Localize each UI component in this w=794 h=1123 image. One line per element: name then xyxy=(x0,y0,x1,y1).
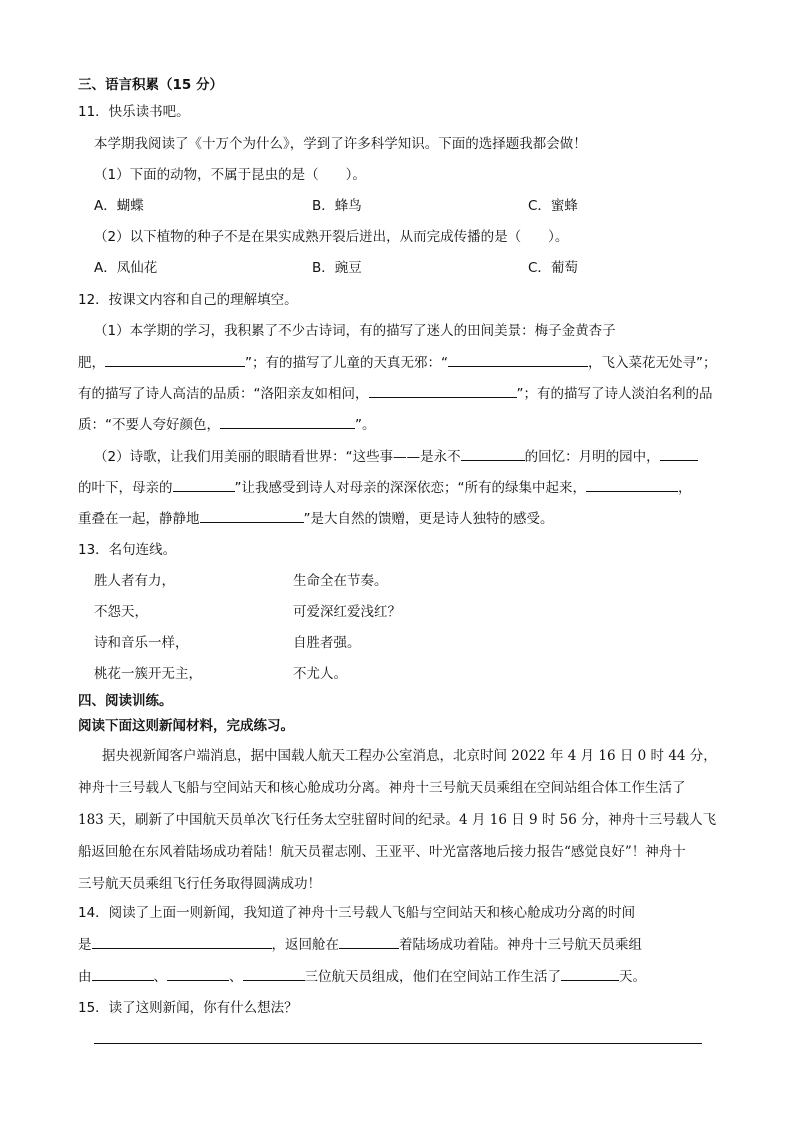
q13-left-2[interactable]: 不怨天， xyxy=(94,604,148,620)
question-13-stem: 13．名句连线。 xyxy=(78,542,177,558)
q14-l3-text-b: 、 xyxy=(153,969,167,985)
news-line-5: 三号航天员乘组飞行任务取得圆满成功！ xyxy=(78,876,321,892)
blank-3[interactable] xyxy=(369,383,517,398)
question-11-sub1: （1）下面的动物，不属于昆虫的是（ ）。 xyxy=(94,167,366,183)
question-11-intro: 本学期我阅读了《十万个为什么》，学到了许多科学知识。下面的选择题我都会做！ xyxy=(94,136,587,152)
question-11-sub2: （2）以下植物的种子不是在果实成熟开裂后迸出，从而完成传播的是（ ）。 xyxy=(94,229,569,245)
q12-p1-l3-text-b: ”；有的描写了诗人淡泊名利的品 xyxy=(516,386,713,402)
q12-p1-l4-text-a: 质：“不要人夸好颜色， xyxy=(78,417,220,433)
question-11-stem: 11．快乐读书吧。 xyxy=(78,104,190,120)
news-line-1: 据央视新闻客户端消息，据中国载人航天工程办公室消息，北京时间 2022 年 4 月 16 日 0 时 44 分， xyxy=(102,748,717,764)
q12-p1-l4-text-b: ”。 xyxy=(355,417,376,433)
q14-l3-text-e: 天。 xyxy=(619,969,646,985)
blank-q14-astronaut-1[interactable] xyxy=(92,966,154,981)
section-4-instruction: 阅读下面这则新闻材料，完成练习。 xyxy=(78,718,294,734)
q13-left-3[interactable]: 诗和音乐一样， xyxy=(94,635,189,651)
q11-sub2-option-b: B．豌豆 xyxy=(312,260,362,276)
q13-right-2[interactable]: 可爱深红爱浅红？ xyxy=(293,604,401,620)
blank-8[interactable] xyxy=(586,477,678,492)
news-line-2: 神舟十三号载人飞船与空间站天和核心舱成功分离。神舟十三号航天员乘组在空间站组合体工作生活了 xyxy=(78,780,686,796)
question-12-stem: 12．按课文内容和自己的理解填空。 xyxy=(78,292,298,308)
q14-l3-text-d: 三位航天员组成，他们在空间站工作生活了 xyxy=(304,969,561,985)
q12-p1-l3-text-a: 有的描写了诗人高洁的品质：“洛阳亲友如相问， xyxy=(78,386,369,402)
blank-q14-astronaut-3[interactable] xyxy=(243,966,305,981)
q11-sub2-option-c: C．葡萄 xyxy=(528,260,578,276)
q12-p1-l2-text-a: 肥， xyxy=(78,355,105,371)
q12-p2-l2-text-b: ”让我感受到诗人对母亲的深深依恋；“所有的绿集中起来， xyxy=(234,480,586,496)
q14-l2-text-b: ，返回舱在 xyxy=(271,937,339,953)
q15-answer-line[interactable] xyxy=(94,1043,702,1044)
q14-l2-text-a: 是 xyxy=(78,937,92,953)
q12-p2-line1 xyxy=(94,446,698,467)
q13-left-1[interactable]: 胜人者有力， xyxy=(94,573,175,589)
q12-p2-l1-text-a: （2）诗歌，让我们用美丽的眼睛看世界：“这些事——是永不 xyxy=(94,449,461,465)
q12-p1-line1: （1）本学期的学习，我积累了不少古诗词，有的描写了迷人的田间美景：梅子金黄杏子 xyxy=(94,323,616,339)
section-4-title: 四、阅读训练。 xyxy=(78,693,173,709)
q12-p1-l2-text-b: ”；有的描写了儿童的天真无邪：“ xyxy=(245,355,448,371)
blank-7[interactable] xyxy=(173,477,235,492)
section-3-title: 三、语言积累（15 分） xyxy=(78,77,223,93)
news-line-3: 183 天，刷新了中国航天员单次飞行任务太空驻留时间的纪录。4 月 16 日 9 时 56 分，神舟十三号载人飞 xyxy=(78,812,717,828)
q13-left-4[interactable]: 桃花一簇开无主， xyxy=(94,666,202,682)
q11-sub1-option-b: B．蜂鸟 xyxy=(312,198,362,214)
q12-p1-line2 xyxy=(78,352,717,373)
q12-p2-line3 xyxy=(78,508,554,529)
q11-sub1-option-c: C．蜜蜂 xyxy=(528,198,578,214)
blank-q14-astronaut-2[interactable] xyxy=(167,966,229,981)
q12-p2-l2-text-c: ， xyxy=(678,480,692,496)
q12-p2-l1-text-b: 的回忆：月明的园中， xyxy=(524,449,660,465)
q14-l3-text-c: 、 xyxy=(229,969,243,985)
q12-p1-line4 xyxy=(78,414,376,435)
q13-right-1[interactable]: 生命全在节奏。 xyxy=(293,573,388,589)
question-14-line3 xyxy=(78,966,646,987)
q11-sub2-option-a: A．凤仙花 xyxy=(94,260,158,276)
q13-right-3[interactable]: 自胜者强。 xyxy=(293,635,361,651)
blank-6[interactable] xyxy=(660,446,698,461)
blank-4[interactable] xyxy=(220,414,355,429)
blank-1[interactable] xyxy=(105,352,245,367)
news-line-4: 船返回舱在东风着陆场成功着陆！航天员翟志刚、王亚平、叶光富落地后接力报告“感觉良好”！神舟十 xyxy=(78,844,686,860)
blank-q14-time[interactable] xyxy=(92,934,272,949)
question-14-line2 xyxy=(78,934,642,955)
q12-p2-l3-text-b: ”是大自然的馈赠，更是诗人独特的感受。 xyxy=(303,511,554,527)
q12-p1-line3 xyxy=(78,383,713,404)
q12-p2-line2 xyxy=(78,477,692,498)
q11-sub1-option-a: A．蝴蝶 xyxy=(94,198,144,214)
q14-l2-text-c: 着陆场成功着陆。神舟十三号航天员乘组 xyxy=(399,937,642,953)
blank-2[interactable] xyxy=(448,352,588,367)
question-15-stem: 15．读了这则新闻，你有什么想法？ xyxy=(78,1000,298,1016)
blank-q14-days[interactable] xyxy=(561,966,619,981)
q14-l3-text-a: 由 xyxy=(78,969,92,985)
q12-p2-l2-text-a: 的叶下，母亲的 xyxy=(78,480,173,496)
q12-p1-l2-text-c: ，飞入菜花无处寻”； xyxy=(588,355,717,371)
blank-5[interactable] xyxy=(461,446,525,461)
blank-q14-site[interactable] xyxy=(339,934,399,949)
blank-9[interactable] xyxy=(200,508,304,523)
q13-right-4[interactable]: 不尤人。 xyxy=(293,666,347,682)
question-14-line1: 14．阅读了上面一则新闻，我知道了神舟十三号载人飞船与空间站天和核心舱成功分离的时间 xyxy=(78,905,636,921)
q12-p2-l3-text-a: 重叠在一起，静静地 xyxy=(78,511,200,527)
